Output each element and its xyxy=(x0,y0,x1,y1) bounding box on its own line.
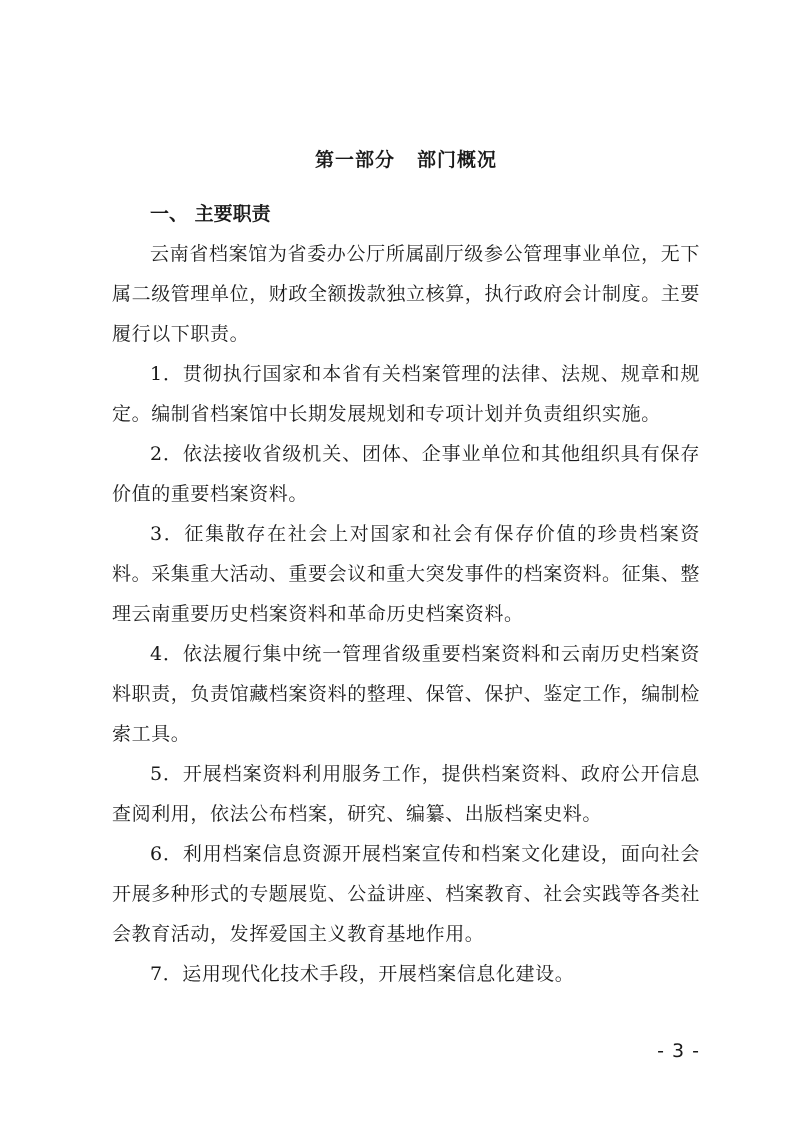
part-title-number: 第一部分 xyxy=(314,149,395,171)
duty-item-7: 7．运用现代化技术手段，开展档案信息化建设。 xyxy=(150,963,575,985)
duty-item-4: 4．依法履行集中统一管理省级重要档案资料和云南历史档案资料职责，负责馆藏档案资料的整理、保管、保护、鉴定工作，编制检索工具。 xyxy=(112,643,701,745)
duty-item-3: 3．征集散存在社会上对国家和社会有保存价值的珍贵档案资料。采集重大活动、重要会议和重大突发事件的档案资料。征集、整理云南重要历史档案资料和革命历史档案资料。 xyxy=(112,523,701,625)
intro-paragraph: 云南省档案馆为省委办公厅所属副厅级参公管理事业单位，无下属二级管理单位，财政全额拨款独立核算，执行政府会计制度。主要履行以下职责。 xyxy=(112,243,701,345)
duty-item-2: 2．依法接收省级机关、团体、企事业单位和其他组织具有保存价值的重要档案资料。 xyxy=(112,443,700,505)
document-page xyxy=(112,140,700,994)
duty-item-5: 5．开展档案资料利用服务工作，提供档案资料、政府公开信息查阅利用，依法公布档案，研究、编纂、出版档案史料。 xyxy=(112,763,700,825)
section-heading: 一、 主要职责 xyxy=(150,203,271,225)
duty-item-6: 6．利用档案信息资源开展档案宣传和档案文化建设，面向社会开展多种形式的专题展览、公益讲座、档案教育、社会实践等各类社会教育活动，发挥爱国主义教育基地作用。 xyxy=(112,843,701,945)
page-number: - 3 - xyxy=(657,1040,700,1062)
part-title xyxy=(112,140,700,180)
duty-item-1: 1．贯彻执行国家和本省有关档案管理的法律、法规、规章和规定。编制省档案馆中长期发展规划和专项计划并负责组织实施。 xyxy=(112,363,700,425)
part-title-name: 部门概况 xyxy=(417,149,498,171)
